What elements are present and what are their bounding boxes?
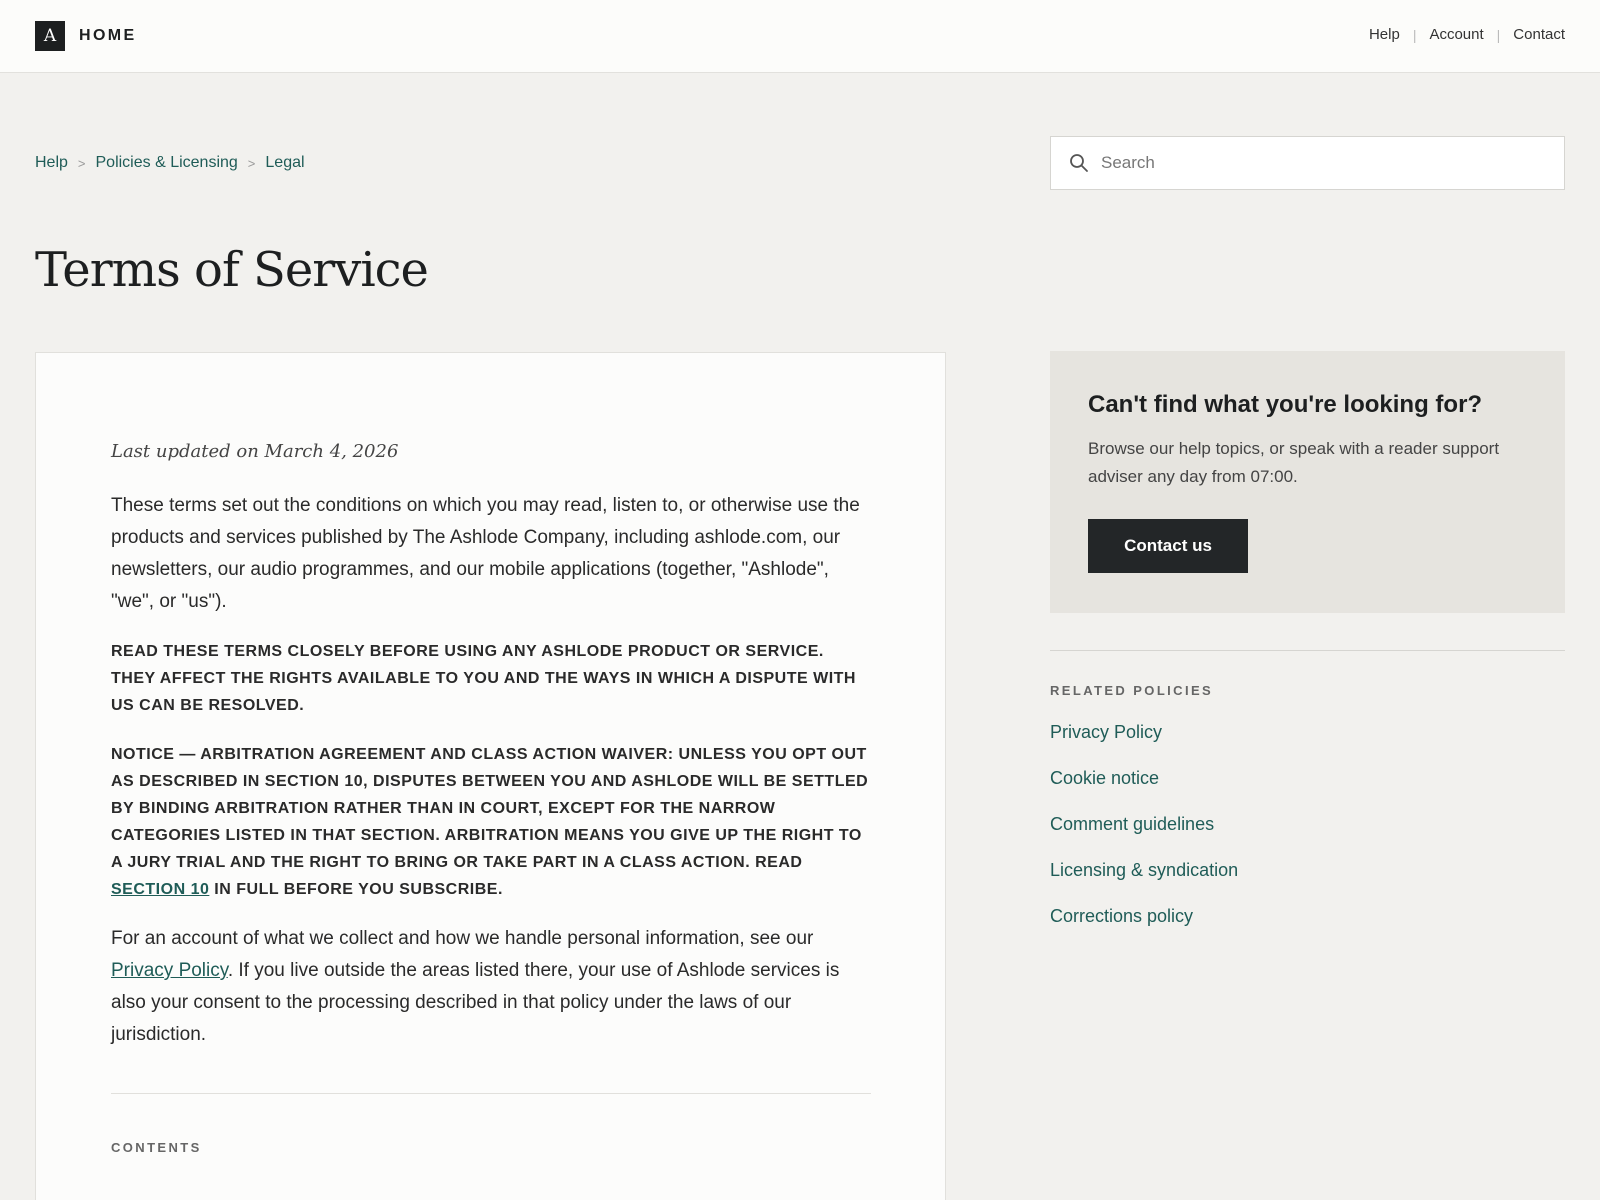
related-licensing-link[interactable]: Licensing & syndication (1050, 860, 1239, 880)
related-comment-guidelines-link[interactable]: Comment guidelines (1050, 814, 1215, 834)
search-icon (1069, 153, 1089, 173)
home-link[interactable] (35, 21, 137, 51)
help-box-title: Can't find what you're looking for? (1088, 391, 1483, 418)
nav-contact-link[interactable]: Contact (1513, 26, 1565, 43)
terms-article-card (35, 352, 946, 1200)
sidebar-divider (1050, 650, 1565, 651)
search-box (1050, 136, 1565, 190)
breadcrumb-policies-licensing[interactable]: Policies & Licensing (95, 154, 238, 171)
divider (111, 1093, 871, 1094)
top-nav (1369, 26, 1565, 43)
privacy-text-end: . If you live outside the areas listed there, your use of Ashlode services is also your consent to the processing described in that policy under the laws of our jurisdiction. (111, 960, 840, 1045)
related-cookie-notice-link[interactable]: Cookie notice (1050, 768, 1160, 788)
nav-separator: | (1412, 26, 1417, 43)
nav-account-link[interactable]: Account (1429, 26, 1484, 43)
logo: A (35, 21, 65, 51)
list-item (1050, 814, 1238, 860)
search-input[interactable] (1101, 153, 1541, 173)
notice-text: NOTICE — ARBITRATION AGREEMENT AND CLASS ACTION WAIVER: UNLESS YOU OPT OUT AS DESCRIBED IN SECTION 10, DISPUTES BETWEEN YOU AND ASHLODE WILL BE SETTLED BY BINDING ARBITRATION RATHER THAN IN COURT, EXCEPT FOR THE NARROW CATEGORIES LISTED IN THAT SECTION. ARBITRATION MEANS YOU GIVE UP THE RIGHT TO A JURY TRIAL AND THE RIGHT TO BRING OR TAKE PART IN A CLASS ACTION. READ (111, 746, 869, 871)
brand-label: HOME (79, 27, 137, 44)
list-item (1050, 722, 1238, 768)
section-10-link[interactable]: SECTION 10 (111, 881, 210, 898)
list-item (1050, 860, 1238, 906)
nav-help-link[interactable]: Help (1368, 26, 1400, 43)
arbitration-notice (111, 741, 871, 903)
help-box (1050, 351, 1565, 613)
top-header (0, 0, 1600, 73)
related-policies-list (1050, 722, 1238, 952)
breadcrumb-help[interactable]: Help (35, 154, 68, 171)
breadcrumb-legal[interactable]: Legal (265, 154, 305, 171)
breadcrumb (35, 154, 305, 172)
article-body (111, 441, 871, 1155)
privacy-paragraph (111, 923, 871, 1051)
intro-paragraph: These terms set out the conditions on which you may read, listen to, or otherwise use the products and services published by The Ashlode Company, including ashlode.com, our newsletters, our audio programmes, and our mobile applications (together, "Ashlode", "we", or "us"). (111, 495, 860, 612)
help-box-text: Browse our help topics, or speak with a reader support adviser any day from 07:00. (1088, 439, 1500, 486)
related-policies-heading: RELATED POLICIES (1050, 683, 1214, 698)
chevron-right-icon: > (77, 155, 86, 171)
last-updated: Last updated on March 4, 2026 (111, 441, 399, 462)
chevron-right-icon: > (247, 155, 256, 171)
contact-us-button[interactable]: Contact us (1088, 519, 1248, 573)
related-privacy-policy-link[interactable]: Privacy Policy (1050, 722, 1163, 742)
notice-text-end: IN FULL BEFORE YOU SUBSCRIBE. (209, 881, 503, 898)
page-title: Terms of Service (35, 242, 428, 298)
privacy-policy-link[interactable]: Privacy Policy (111, 960, 228, 981)
nav-separator: | (1496, 26, 1501, 43)
warning-paragraph: READ THESE TERMS CLOSELY BEFORE USING ANY ASHLODE PRODUCT OR SERVICE. THEY AFFECT THE RIGHTS AVAILABLE TO YOU AND THE WAYS IN WHICH A DISPUTE WITH US CAN BE RESOLVED. (111, 643, 856, 714)
contents-heading: CONTENTS (111, 1140, 202, 1155)
related-corrections-link[interactable]: Corrections policy (1050, 906, 1194, 926)
privacy-text: For an account of what we collect and how we handle personal information, see our (111, 928, 814, 949)
list-item (1050, 906, 1238, 952)
list-item (1050, 768, 1238, 814)
